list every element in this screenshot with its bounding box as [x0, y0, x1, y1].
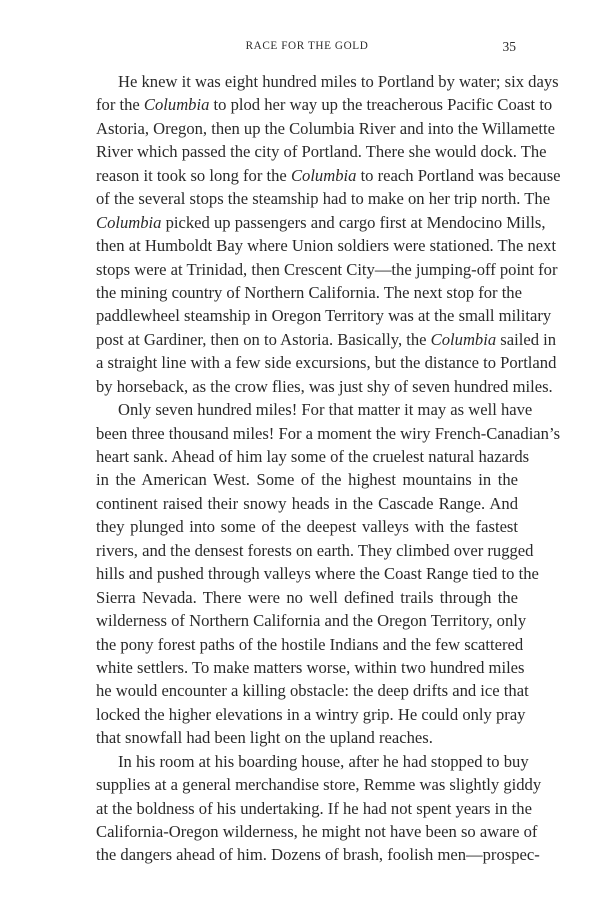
- text-line: of the several stops the steamship had to make on her trip north. The: [96, 189, 551, 209]
- paragraph: [96, 70, 561, 398]
- text-line: the mining country of Northern California. The next stop for the: [96, 282, 522, 302]
- text-line: He knew it was eight hundred miles to Portland by water; six days: [118, 72, 559, 91]
- text-line: Astoria, Oregon, then up the Columbia River and into the Willamette: [96, 118, 555, 138]
- text-line: by horseback, as the crow flies, was just shy of seven hundred miles.: [96, 376, 553, 396]
- running-head-title: RACE FOR THE GOLD: [245, 40, 369, 52]
- text-line: a straight line with a few side excursions, but the distance to Portland: [96, 353, 557, 373]
- text-line: for the Columbia to plod her way up the treacherous Pacific Coast to: [96, 95, 553, 115]
- text-line: In his room at his boarding house, after he had stopped to buy: [118, 751, 529, 771]
- text-line: the pony forest paths of the hostile Indians and the few scattered: [96, 634, 524, 654]
- italic-ship-name: Columbia: [290, 165, 357, 185]
- text-line: hills and pushed through valleys where the Coast Range tied to the: [96, 564, 539, 584]
- italic-ship-name: Columbia: [96, 212, 162, 232]
- text-line: California-Oregon wilderness, he might not have been so aware of: [96, 822, 538, 841]
- text-line: heart sank. Ahead of him lay some of the cruelest natural hazards: [96, 447, 530, 466]
- text-line: River which passed the city of Portland. There she would dock. The: [96, 142, 547, 162]
- running-head: [96, 40, 518, 56]
- text-line: in the American West. Some of the highest mountains in the: [96, 470, 518, 490]
- text-line: rivers, and the densest forests on earth. They climbed over rugged: [96, 540, 534, 560]
- text-line: the dangers ahead of him. Dozens of brash, foolish men—prospec-: [96, 845, 540, 865]
- text-line: Columbia picked up passengers and cargo first at Mendocino Mills,: [96, 212, 546, 232]
- text-line: that snowfall had been light on the upland reaches.: [96, 728, 433, 748]
- text-line: paddlewheel steamship in Oregon Territory was at the small military: [96, 306, 552, 326]
- text-line: post at Gardiner, then on to Astoria. Basically, the Columbia sailed in: [96, 329, 557, 349]
- text-line: wilderness of Northern California and the Oregon Territory, only: [96, 611, 527, 631]
- italic-ship-name: Columbia: [143, 95, 210, 115]
- paragraph: [96, 398, 561, 750]
- text-line: continent raised their snowy heads in the Cascade Range. And: [96, 493, 518, 513]
- page-number: 35: [502, 39, 516, 54]
- text-line: been three thousand miles! For a moment the wiry French-Canadian’s: [96, 423, 561, 443]
- text-line: they plunged into some of the deepest valleys with the fastest: [96, 517, 518, 537]
- text-line: Sierra Nevada. There were no well defined trails through the: [96, 587, 518, 607]
- text-line: locked the higher elevations in a wintry grip. He could only pray: [96, 704, 526, 724]
- body-text: [96, 70, 561, 867]
- text-line: Only seven hundred miles! For that matter it may as well have: [118, 400, 533, 420]
- text-line: at the boldness of his undertaking. If he had not spent years in the: [96, 798, 532, 818]
- text-line: then at Humboldt Bay where Union soldiers were stationed. The next: [96, 236, 557, 256]
- text-line: reason it took so long for the Columbia to reach Portland was because: [96, 165, 561, 185]
- text-line: he would encounter a killing obstacle: the deep drifts and ice that: [96, 681, 529, 701]
- text-line: stops were at Trinidad, then Crescent City—the jumping-off point for: [96, 259, 558, 279]
- paragraph: [96, 750, 542, 867]
- text-line: supplies at a general merchandise store, Remme was slightly giddy: [96, 775, 542, 795]
- text-line: white settlers. To make matters worse, within two hundred miles: [96, 657, 525, 677]
- italic-ship-name: Columbia: [430, 329, 497, 349]
